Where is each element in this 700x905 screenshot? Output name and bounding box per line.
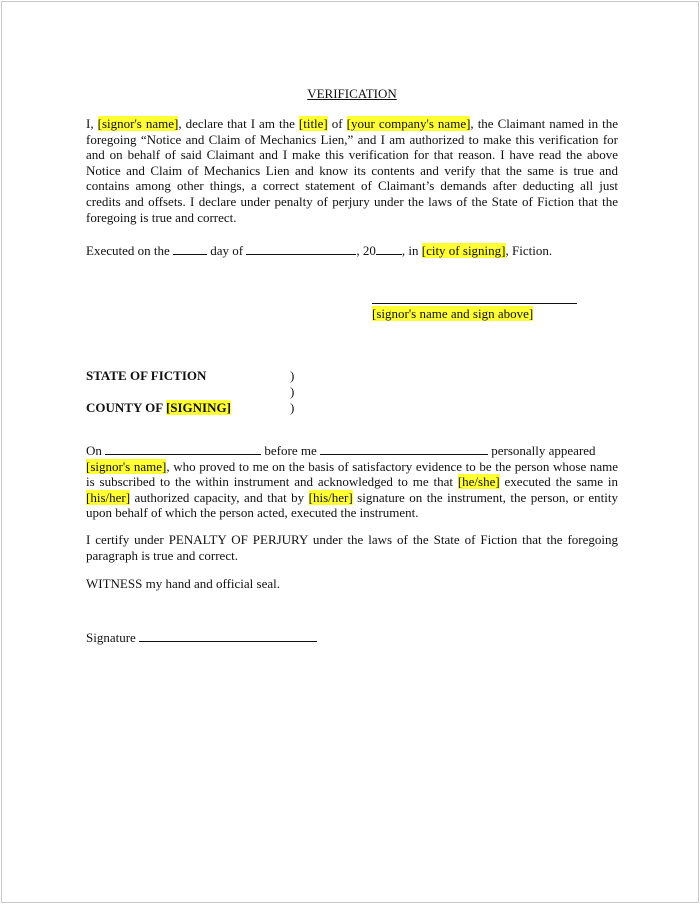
- city-of-signing-field[interactable]: [city of signing]: [421, 243, 506, 258]
- para1-text-3: of: [327, 116, 347, 131]
- notary-text-6: authorized capacity, and that by: [130, 489, 309, 505]
- document-page: [1, 1, 699, 903]
- title-field[interactable]: [title]: [298, 116, 328, 131]
- date-blank[interactable]: [105, 443, 261, 455]
- day-blank[interactable]: [173, 243, 207, 255]
- certify-paragraph: I certify under PENALTY OF PERJURY under the laws of the State of Fiction that the foregoing paragraph is true and correct.: [86, 532, 618, 563]
- para1-text-1: I,: [86, 116, 98, 131]
- county-prefix: COUNTY OF: [86, 400, 166, 415]
- signature-label: Signature: [86, 630, 140, 645]
- witness-line: WITNESS my hand and official seal.: [86, 576, 280, 591]
- his-her-field-1[interactable]: [his/her]: [86, 489, 131, 505]
- notary-name-blank[interactable]: [320, 443, 488, 455]
- executed-text-4: , in: [401, 243, 422, 258]
- signature-row: [86, 630, 317, 646]
- company-name-field[interactable]: [your company's name]: [346, 116, 471, 131]
- his-her-field-2[interactable]: [his/her]: [308, 489, 353, 505]
- notary-signature-blank[interactable]: [139, 630, 317, 642]
- notary-text-2: before me: [261, 443, 320, 458]
- notary-text-4: , who proved to me on the basis of satisfactory evidence to be the person whose name is subscribed to the within instrument and acknowledged to me that: [86, 458, 618, 490]
- signature-line[interactable]: [372, 303, 577, 304]
- executed-line: [86, 243, 552, 259]
- executed-text-5: , Fiction.: [505, 243, 553, 258]
- notary-text-3: personally appeared: [487, 443, 596, 458]
- signor-name-field[interactable]: [signor's name]: [97, 116, 179, 131]
- signature-caption-text: [signor's name and sign above]: [372, 306, 534, 321]
- paren-1: ): [290, 368, 295, 383]
- paren-2: ): [290, 384, 295, 399]
- signature-caption: [372, 306, 533, 322]
- notary-text-1: On: [86, 443, 106, 458]
- para1-text-2: , declare that I am the: [178, 116, 299, 131]
- signing-field[interactable]: [SIGNING]: [165, 400, 231, 415]
- executed-text-2: day of: [207, 243, 247, 258]
- notary-text-7: signature on the instrument, the person, or entity upon behalf of which the person acted, executed the instrument.: [86, 489, 618, 521]
- he-she-field[interactable]: [he/she]: [457, 474, 500, 490]
- verification-paragraph: [86, 116, 618, 225]
- document-title: VERIFICATION: [307, 86, 397, 101]
- year-blank[interactable]: [376, 243, 402, 255]
- notary-text-5: executed the same in: [499, 474, 618, 490]
- county-label: [86, 400, 231, 416]
- appeared-signor-name-field[interactable]: [signor's name]: [86, 458, 167, 474]
- paren-3: ): [290, 400, 295, 415]
- para1-text-4: , the Claimant named in the foregoing “Notice and Claim of Mechanics Lien,” and I am authorized to make this verification for and on behalf of said Claimant and I make this verification for that reason. I have read the above Notice and Claim of Mechanics Lien and know its contents and verify that the same is true and contains among other things, a correct statement of Claimant’s demands after deducting all just credits and offsets. I declare under penalty of perjury under the laws of the State of Fiction that the foregoing is true and correct.: [86, 116, 618, 225]
- state-label: STATE OF FICTION: [86, 368, 207, 383]
- executed-text-1: Executed on the: [86, 243, 173, 258]
- executed-text-3: , 20: [356, 243, 376, 258]
- notary-paragraph: [86, 443, 618, 521]
- month-blank[interactable]: [246, 243, 356, 255]
